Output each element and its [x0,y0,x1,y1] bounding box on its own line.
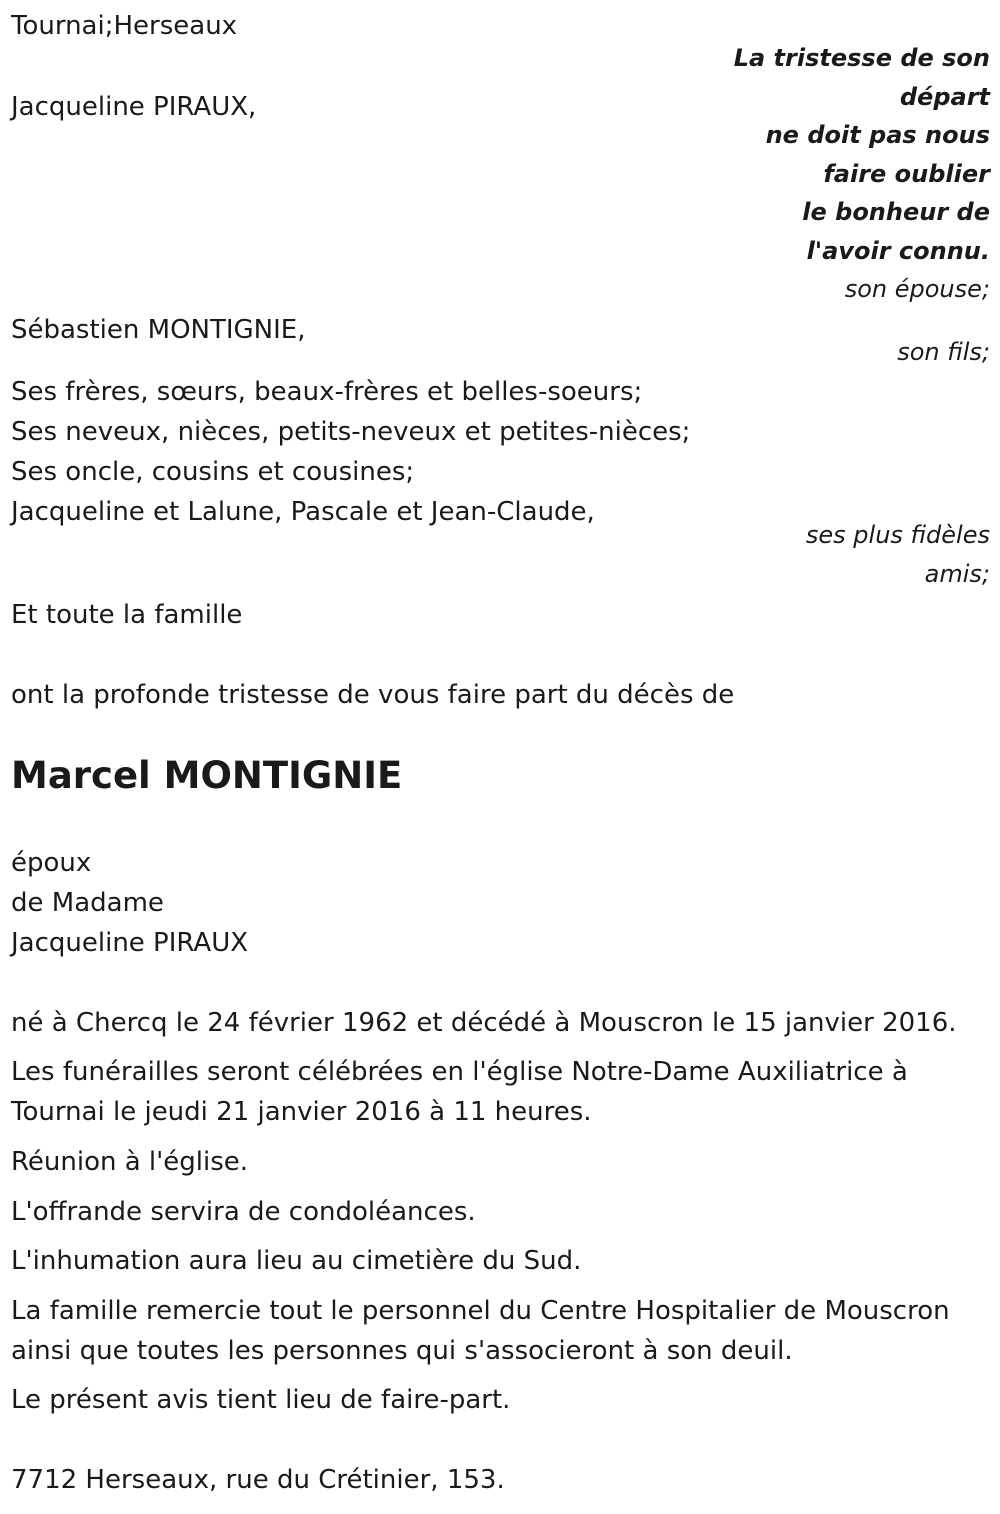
relatives-line: Ses frères, sœurs, beaux-frères et belles-soeurs; [11,377,643,407]
relatives-line: Ses oncle, cousins et cousines; [11,457,415,487]
funeral-line: Tournai le jeudi 21 janvier 2016 à 11 heures. [11,1097,592,1127]
burial-info: L'inhumation aura lieu au cimetière du Sud. [11,1246,582,1276]
son-name: Sébastien MONTIGNIE, [11,315,306,345]
meeting-info: Réunion à l'église. [11,1147,249,1177]
thanks-info [11,1291,950,1371]
family-closing: Et toute la famille [11,600,243,630]
funeral-line: Les funérailles seront célébrées en l'église Notre-Dame Auxiliatrice à [11,1057,908,1087]
spouse-of-line: Jacqueline PIRAUX [11,928,249,958]
spouse-role: son épouse; [844,275,990,303]
son-role: son fils; [897,338,990,366]
offering-info: L'offrande servira de condoléances. [11,1197,476,1227]
spouse-of-line: de Madame [11,888,164,918]
friends-role-line: ses plus fidèles [805,521,990,549]
location-header: Tournai;Herseaux [11,11,238,41]
funeral-info [11,1052,908,1132]
quote-line: départ [899,83,990,111]
notice-info: Le présent avis tient lieu de faire-part. [11,1385,511,1415]
spouse-of [11,843,248,963]
quote-line: le bonheur de [802,198,990,226]
relatives-list [11,372,690,532]
announcement-intro: ont la profonde tristesse de vous faire part du décès de [11,680,735,710]
deceased-name: Marcel MONTIGNIE [11,754,403,797]
spouse-name: Jacqueline PIRAUX, [11,92,257,122]
quote-line: faire oublier [823,160,990,188]
birth-death: né à Chercq le 24 février 1962 et décédé à Mouscron le 15 janvier 2016. [11,1008,957,1038]
friends-role-line: amis; [924,560,990,588]
address: 7712 Herseaux, rue du Crétinier, 153. [11,1465,505,1495]
relatives-line: Ses neveux, nièces, petits-neveux et petites-nièces; [11,417,691,447]
quote-line: l'avoir connu. [806,237,990,265]
relatives-line: Jacqueline et Lalune, Pascale et Jean-Claude, [11,497,595,527]
thanks-line: La famille remercie tout le personnel du Centre Hospitalier de Mouscron [11,1296,950,1326]
thanks-line: ainsi que toutes les personnes qui s'associeront à son deuil. [11,1336,793,1366]
spouse-of-line: époux [11,848,92,878]
quote-line: La tristesse de son [733,44,990,72]
quote-line: ne doit pas nous [765,121,990,149]
